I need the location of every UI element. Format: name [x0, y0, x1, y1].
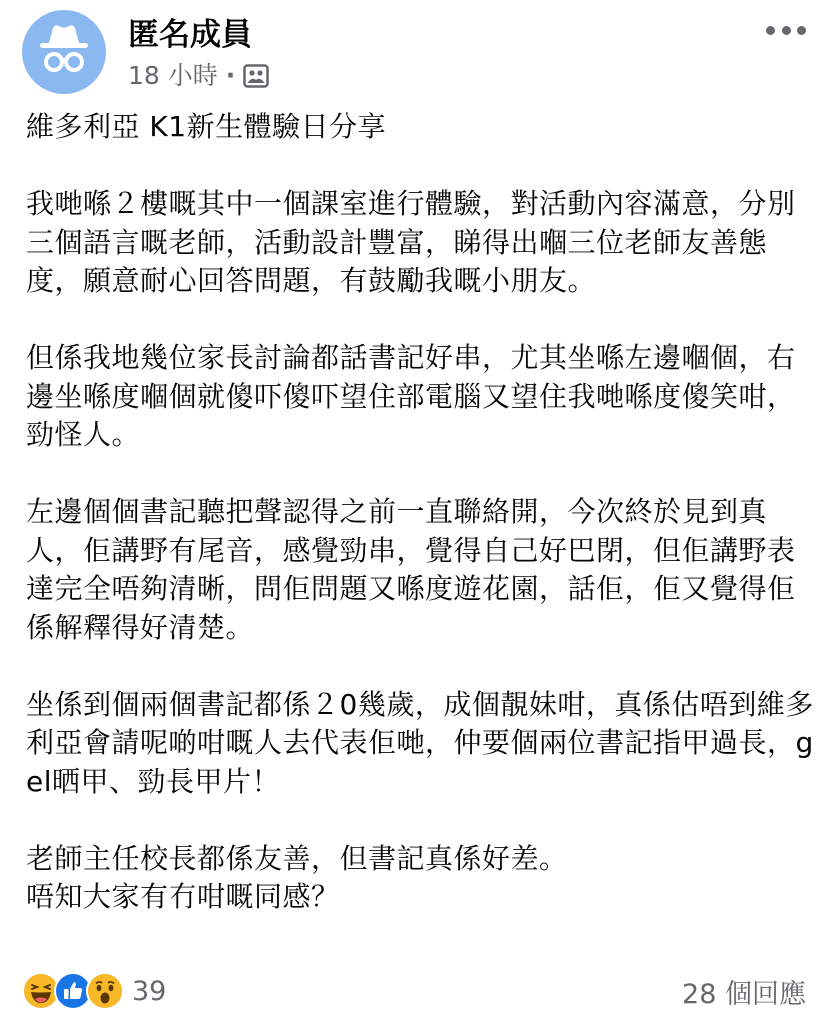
post-header [22, 10, 269, 100]
incognito-icon [22, 10, 106, 94]
post-paragraph: 但係我地幾位家長討論都話書記好串，尤其坐喺左邊嗰個，右邊坐喺度嗰個就傻吓傻吓望住部電腦又望住我哋喺度傻笑咁，勁怪人。 [26, 341, 796, 451]
reaction-count: 39 [132, 975, 167, 1007]
wow-icon [86, 972, 124, 1010]
post-paragraph: 維多利亞 K1新生體驗日分享 [26, 110, 387, 143]
reactions-summary[interactable] [22, 972, 166, 1010]
post-meta [128, 14, 269, 92]
separator-dot: · [225, 61, 236, 90]
post-footer [22, 970, 806, 1012]
more-options-icon[interactable] [766, 18, 806, 42]
comments-link[interactable]: 28 個回應 [682, 978, 806, 1010]
author-name[interactable]: 匿名成員 [128, 17, 252, 53]
post-timestamp[interactable]: 18 小時 [128, 61, 218, 90]
post-body [26, 108, 816, 917]
anonymous-avatar[interactable] [22, 10, 106, 94]
post-paragraph: 我哋喺２樓嘅其中一個課室進行體驗，對活動內容滿意，分別三個語言嘅老師，活動設計豐富，睇得出嗰三位老師友善態度，願意耐心回答問題，有鼓勵我嘅小朋友。 [26, 187, 796, 297]
post-subline [128, 60, 269, 92]
post-paragraph: 左邊個個書記聽把聲認得之前一直聯絡開，今次終於見到真人，佢講野有尾音，感覺勁串，覺得自己好巴閉，但佢講野表達完全唔夠清晰，問佢問題又喺度遊花園，話佢，佢又覺得佢係解釋得好清楚。 [26, 495, 796, 644]
group-members-icon[interactable] [243, 63, 269, 89]
post-paragraph: 老師主任校長都係友善，但書記真係好差。 唔知大家有冇咁嘅同感？ [26, 841, 568, 913]
post-paragraph: 坐係到個兩個書記都係２0幾歲，成個靚妹咁，真係估唔到維多利亞會請呢啲咁嘅人去代表佢哋，仲要個兩位書記指甲過長，gel晒甲、勁長甲片！ [26, 687, 814, 798]
reaction-icons [22, 972, 124, 1010]
